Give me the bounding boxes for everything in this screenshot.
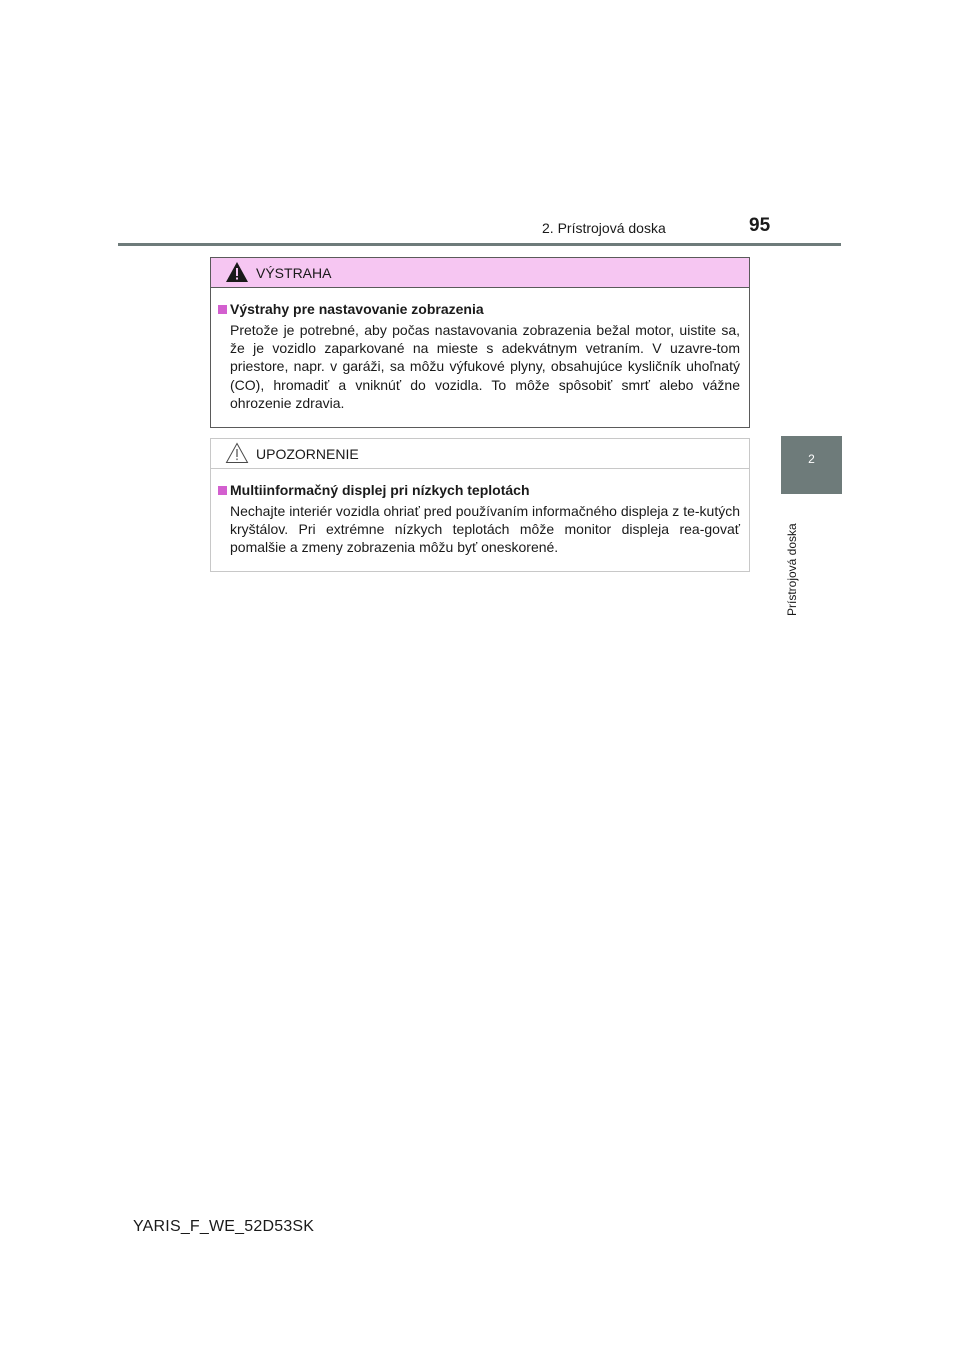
warning-box-header: [211, 258, 749, 288]
chapter-side-label: [783, 506, 803, 618]
section-title: 2. Prístrojová doska: [542, 220, 666, 236]
caution-item-title: Multiinformačný displej pri nízkych teplotách: [230, 482, 530, 498]
bullet-square-icon: [218, 305, 227, 314]
document-code: YARIS_F_WE_52D53SK: [133, 1218, 315, 1235]
warning-box-body: [211, 288, 749, 412]
caution-item-heading: [218, 481, 740, 499]
warning-item-text: Pretože je potrebné, aby počas nastavovania zobrazenia bežal motor, uistite sa, že je vozidlo zaparkované na mieste s adekvátnym vetraním. V uzavre-tom priestore, napr. v garáži, sa môžu výfukové plyny, obsahujúce kysličník uhoľnatý (CO), hromadiť a vniknúť do vozidla. To môže spôsobiť smrť alebo vážne ohrozenie zdravia.: [230, 322, 740, 411]
warning-triangle-filled-icon: [225, 261, 249, 283]
chapter-tab-number: 2: [808, 452, 815, 466]
caution-box: [210, 438, 750, 572]
warning-box: [210, 257, 750, 428]
bullet-square-icon: [218, 486, 227, 495]
caution-triangle-outline-icon: [225, 442, 249, 464]
caution-box-body: [211, 469, 749, 557]
caution-box-title: UPOZORNENIE: [256, 446, 359, 462]
warning-item-heading: [218, 300, 740, 318]
caution-item-text: Nechajte interiér vozidla ohriať pred používaním informačného displeja z te-kutých kryštálov. Pri extrémne nízkych teplotách môže monitor displeja rea-govať pomalšie a zmeny zobrazenia môžu byť oneskorené.: [230, 503, 740, 556]
warning-box-title: VÝSTRAHA: [256, 265, 332, 281]
warning-item-title: Výstrahy pre nastavovanie zobrazenia: [230, 301, 484, 317]
page-number: 95: [749, 215, 771, 236]
chapter-side-label-text: Prístrojová doska: [785, 523, 799, 616]
header-divider: [118, 243, 841, 246]
caution-box-header: [211, 439, 749, 469]
